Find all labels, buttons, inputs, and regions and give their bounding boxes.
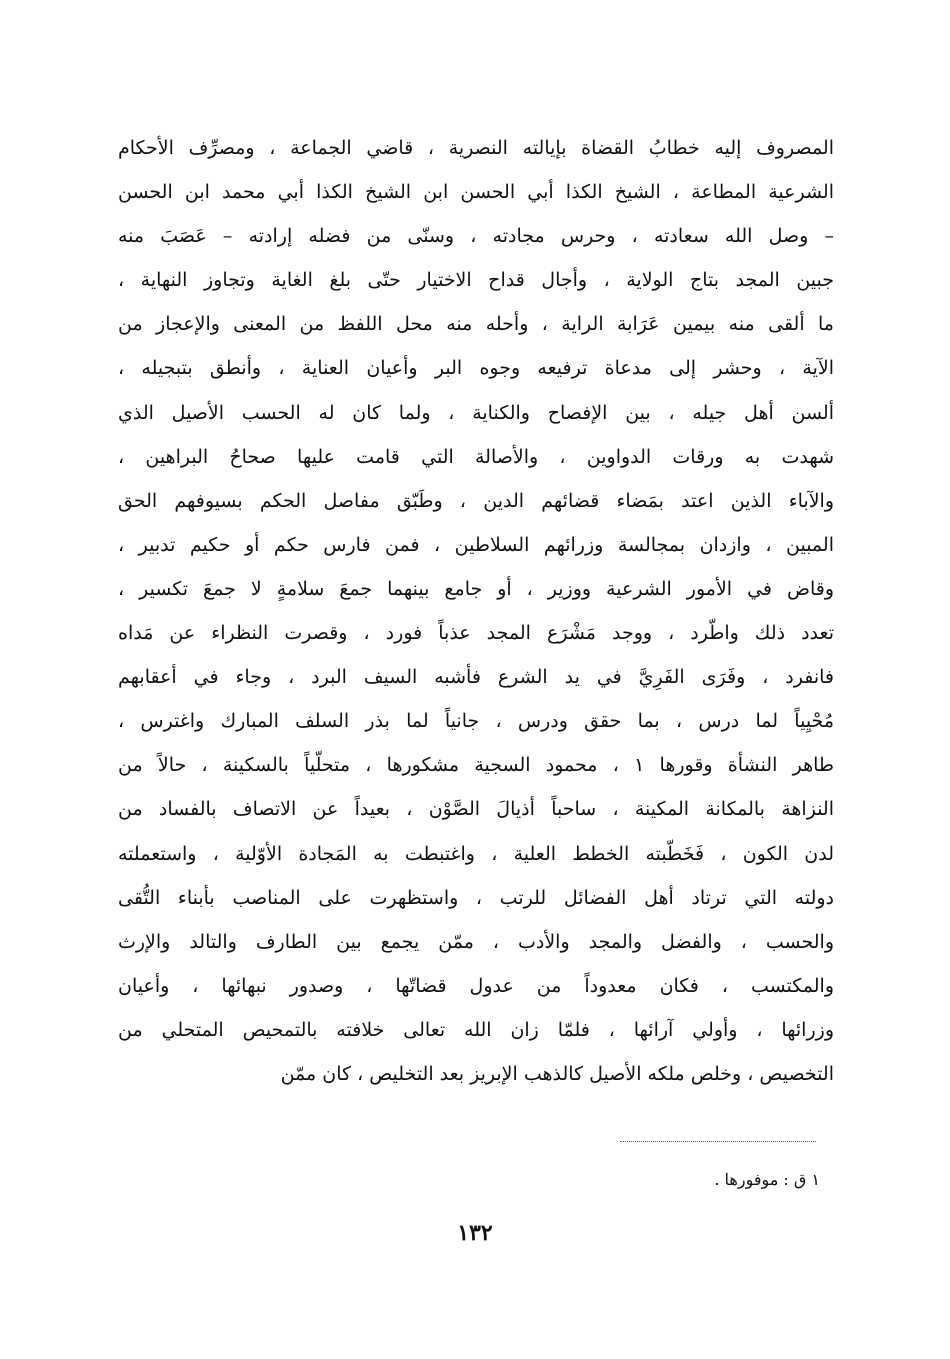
text-line: المبين ، وازدان بمجالسة وزرائهم السلاطين ، فمن فارس حكم أو حكيم تدبير ،: [118, 533, 834, 556]
text-line: التخصيص ، وخلص ملكه الأصيل كالذهب الإبريز بعد التخليص ، كان ممّن: [280, 1062, 834, 1085]
text-line: والحسب ، والفضل والمجد والأدب ، ممّن يجمع بين الطارف والتالد والإرث: [118, 930, 834, 953]
text-line: – وصل الله سعادته ، وحرس مجادته ، وسنّى من فضله إرادته – عَصَبَ منه: [118, 225, 834, 248]
body-text: [118, 126, 834, 1096]
text-line: المصروف إليه خطابُ القضاة بإيالته النصرية ، قاضي الجماعة ، ومصرِّف الأحكام: [118, 137, 834, 159]
text-line: الآية ، وحشر إلى مدعاة ترفيعه وجوه البر وأعيان العناية ، وأنطق بتبجيله ،: [118, 357, 834, 380]
footnote-separator: [620, 1141, 816, 1142]
text-line: وزرائها ، وأولي آرائها ، فلمّا زان الله تعالى خلافته بالتمحيص المتحلي من: [118, 1018, 834, 1041]
text-line: شهدت به ورقات الدواوين ، والأصالة التي قامت عليها صحاحُ البراهين ،: [118, 445, 834, 468]
text-line: فانفرد ، وفَرَى الفَرِيَّ في يد الشرع فأشبه السيف البرد ، وجاء في أعقابهم: [118, 666, 834, 689]
text-line: والآباء الذين اعتد بمَضاء قضائهم الدين ، وطَبّق مفاصل الحكم بسيوفهم الحق: [118, 489, 834, 512]
text-line: الشرعية المطاعة ، الشيخ الكذا أبي الحسن ابن الشيخ الكذا أبي محمد ابن الحسن: [118, 181, 834, 204]
text-line: دولته التي ترتاد أهل الفضائل للرتب ، واستظهرت على المناصب بأبناء التُّقى: [118, 886, 834, 909]
text-line: والمكتسب ، فكان معدوداً من عدول قضاتّها ، وصدور نبهائها ، وأعيان: [118, 974, 834, 997]
text-line: تعدد ذلك واطّرد ، ووجد مَشْرَع المجد عذباً فورد ، وقصرت النظراء عن مَداه: [118, 622, 834, 645]
footnote: ١ ق : موفورها .: [714, 1170, 820, 1189]
text-line: جبين المجد بتاج الولاية ، وأجال قداح الاختيار حتّى بلغ الغاية وتجاوز النهاية ،: [118, 269, 834, 292]
text-line: مُحْيِياً لما درس ، بما حقق ودرس ، جانياً لما بذر السلف المبارك واغترس ،: [118, 710, 834, 733]
text-line: ما ألقى منه بيمين عَرَابة الراية ، وأحله منه محل اللفظ من المعنى والإعجاز من: [118, 313, 834, 336]
text-line: طاهر النشأة وقورها ١ ، محمود السجية مشكورها ، متحلّياً بالسكينة ، حالاً من: [118, 754, 834, 777]
text-line: وقاض في الأمور الشرعية ووزير ، أو جامع بينهما جمعَ سلامةٍ لا جمعَ تكسير ،: [118, 577, 834, 600]
page-number: ١٣٢: [457, 1220, 493, 1246]
text-line: ألسن أهل جيله ، بين الإفصاح والكناية ، ولما كان له الحسب الأصيل الذي: [118, 401, 834, 424]
text-line: النزاهة بالمكانة المكينة ، ساحباً أذيالَ الصَّوْن ، بعيداً عن الاتصاف بالفساد من: [118, 798, 834, 821]
text-line: لدن الكون ، فَخَطّبته الخطط العلية ، واغتبطت به المَجادة الأوّلية ، واستعملته: [118, 842, 834, 865]
